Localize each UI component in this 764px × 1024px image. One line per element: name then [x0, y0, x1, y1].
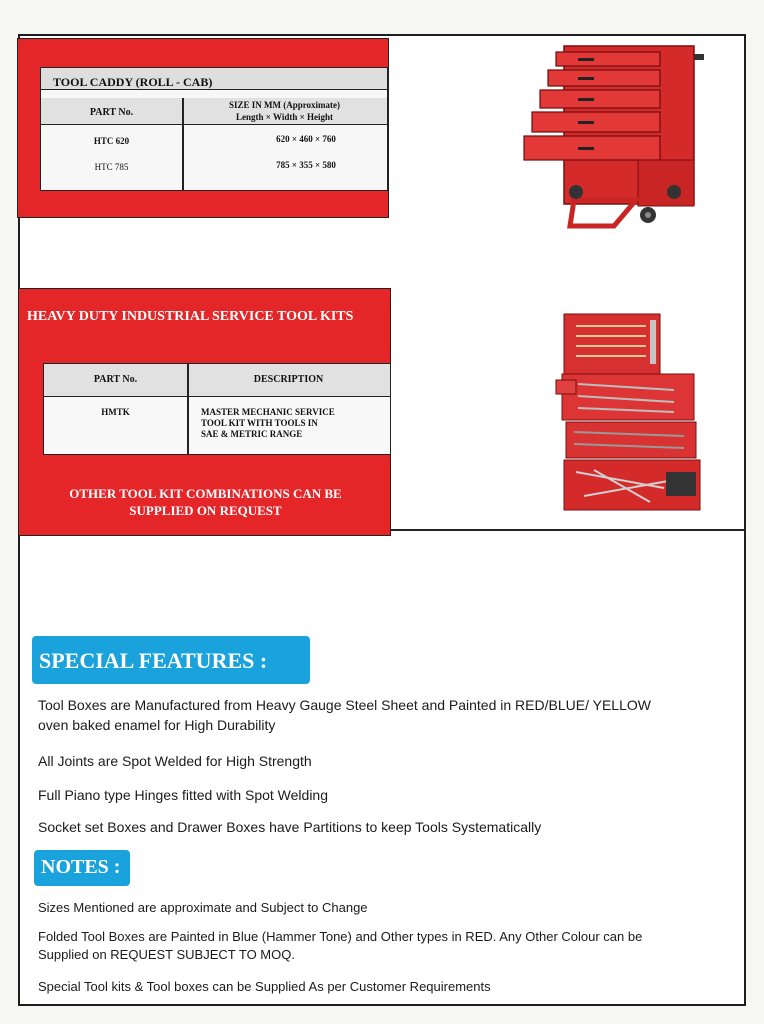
feature-line: oven baked enamel for High Durability — [38, 717, 276, 733]
service-kits-footer-line: SUPPLIED ON REQUEST — [129, 503, 282, 518]
drawer — [556, 52, 660, 66]
header-size-sub: Length × Width × Height — [236, 112, 333, 122]
tool-caddy-table — [40, 67, 388, 191]
notes-title: NOTES : — [34, 850, 130, 886]
header-part-no: PART No. — [93, 374, 138, 385]
note-line: Special Tool kits & Tool boxes can be Supplied As per Customer Requirements — [38, 979, 491, 994]
feature-line: Tool Boxes are Manufactured from Heavy Gauge Steel Sheet and Painted in RED/BLUE/ YELLOW — [38, 697, 651, 713]
feature-line: All Joints are Spot Welded for High Strength — [38, 753, 312, 769]
roll-cab-photo — [518, 40, 708, 230]
service-kits-table — [43, 363, 391, 455]
service-kits-panel — [18, 288, 391, 536]
service-kits-heading: HEAVY DUTY INDUSTRIAL SERVICE TOOL KITS — [27, 309, 354, 324]
service-kits-footer-line: OTHER TOOL KIT COMBINATIONS CAN BE — [69, 486, 342, 501]
drawer — [532, 112, 660, 132]
feature-line: Full Piano type Hinges fitted with Spot Welding — [38, 787, 329, 803]
table-row-part: HTC 620 — [93, 136, 130, 146]
header-size: SIZE IN MM (Approximate) — [228, 100, 341, 110]
table-row-part: HMTK — [101, 407, 130, 417]
tool-caddy-panel — [17, 38, 389, 218]
table-row-size: 620 × 460 × 760 — [276, 134, 336, 144]
drawer — [548, 70, 660, 86]
header-part-no: PART No. — [89, 107, 134, 118]
drawer — [540, 90, 660, 108]
special-features-title: SPECIAL FEATURES : — [32, 636, 310, 684]
feature-line: Socket set Boxes and Drawer Boxes have Partitions to keep Tools Systematically — [38, 819, 542, 835]
table-row-description-line: MASTER MECHANIC SERVICE — [201, 407, 335, 417]
note-line: Folded Tool Boxes are Painted in Blue (Hammer Tone) and Other types in RED. Any Other Colour can be — [38, 929, 643, 944]
tool-caddy-title: TOOL CADDY (ROLL - CAB) — [41, 68, 387, 90]
header-description: DESCRIPTION — [253, 374, 324, 385]
table-row-description-line: SAE & METRIC RANGE — [201, 429, 303, 439]
table-row-part: HTC 785 — [94, 162, 129, 172]
table-row-size: 785 × 355 × 580 — [276, 160, 336, 170]
tool-kit-photo — [554, 312, 704, 514]
note-line: Supplied on REQUEST SUBJECT TO MOQ. — [38, 947, 295, 962]
table-row-description-line: TOOL KIT WITH TOOLS IN — [201, 418, 318, 428]
note-line: Sizes Mentioned are approximate and Subject to Change — [38, 900, 368, 915]
